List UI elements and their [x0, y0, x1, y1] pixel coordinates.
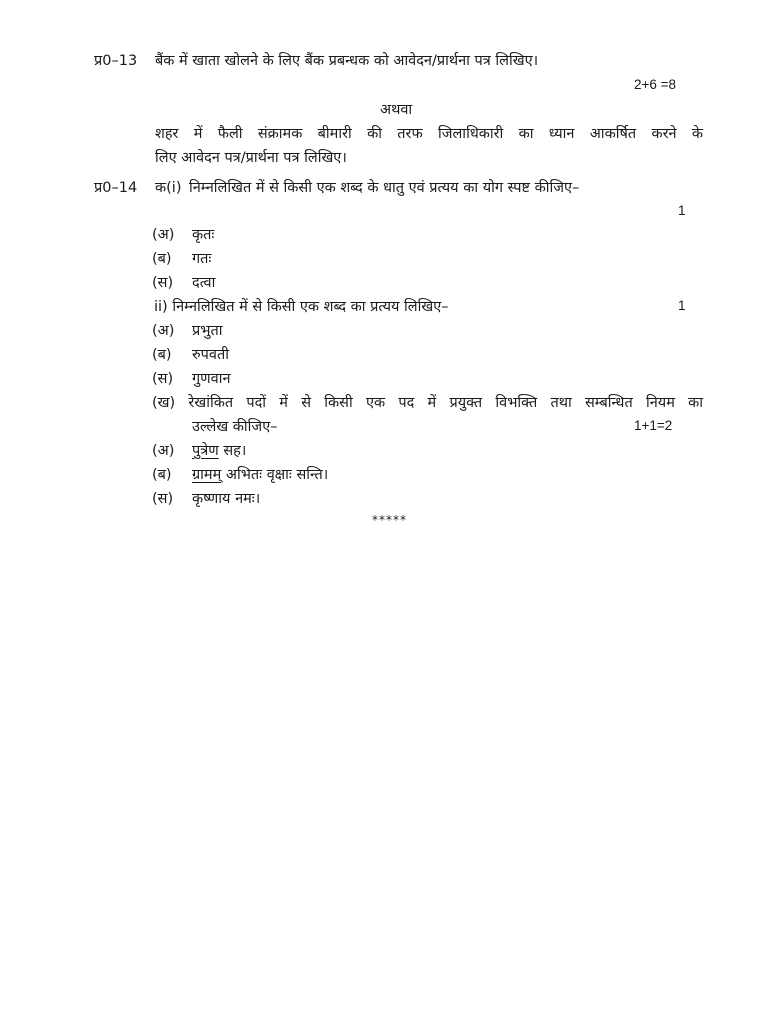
option-text — [192, 464, 328, 484]
option-text: गुणवान — [192, 371, 231, 387]
option-label: (अ) — [152, 323, 175, 339]
q13-number: प्र0–13 — [94, 53, 138, 69]
option-label: (स) — [152, 275, 174, 291]
q14-part-i-prefix: क(i) — [155, 180, 182, 196]
q14-part-kh-marks: 1+1=2 — [634, 418, 673, 433]
option-rest: अभितः वृक्षाः सन्ति। — [221, 467, 329, 483]
option-label: (स) — [152, 371, 174, 387]
q14-part-ii-marks: 1 — [678, 298, 686, 313]
q14-part-i-marks: 1 — [678, 203, 686, 218]
option-label: (ब) — [152, 347, 172, 363]
option-label: (स) — [152, 491, 174, 507]
q13-text: बैंक में खाता खोलने के लिए बैंक प्रबन्धक को आवेदन/प्रार्थना पत्र लिखिए। — [155, 53, 539, 69]
q14-number: प्र0–14 — [94, 180, 138, 196]
option-rest: कृष्णाय नमः। — [192, 491, 261, 507]
q13-alt-line1: शहर में फैली संक्रामक बीमारी की तरफ जिलाधिकारी का ध्यान आकर्षित करने के — [155, 126, 703, 142]
option-label: (अ) — [152, 227, 175, 243]
q13-marks: 2+6 =8 — [634, 77, 677, 92]
option-text: कृतः — [192, 227, 215, 243]
q14-part-kh-line1: (ख) रेखांकित पदों में से किसी एक पद में प्रयुक्त विभक्ति तथा सम्बन्धित नियम का — [152, 395, 703, 411]
underlined-word: ग्रामम् — [192, 467, 222, 483]
option-text — [192, 488, 260, 508]
q14-part-kh-line2: उल्लेख कीजिए– — [192, 419, 278, 435]
q14-part-i-text: निम्नलिखित में से किसी एक शब्द के धातु एवं प्रत्यय का योग स्पष्ट कीजिए– — [189, 180, 580, 196]
q13-or-label: अथवा — [380, 102, 413, 118]
option-text: रुपवती — [192, 347, 229, 363]
option-rest: सह। — [218, 443, 247, 459]
option-label: (ब) — [152, 467, 172, 483]
option-label: (अ) — [152, 443, 175, 459]
q14-part-ii-text: ii) निम्नलिखित में से किसी एक शब्द का प्रत्यय लिखिए– — [154, 299, 449, 315]
option-text: प्रभुता — [192, 323, 223, 339]
underlined-word: पुत्रेण — [192, 443, 219, 459]
option-label: (ब) — [152, 251, 172, 267]
option-text: दत्वा — [192, 275, 216, 291]
q13-alt-line2: लिए आवेदन पत्र/प्रार्थना पत्र लिखिए। — [155, 150, 347, 166]
end-marker: ***** — [372, 513, 407, 527]
option-text — [192, 440, 246, 460]
option-text: गतः — [192, 251, 212, 267]
